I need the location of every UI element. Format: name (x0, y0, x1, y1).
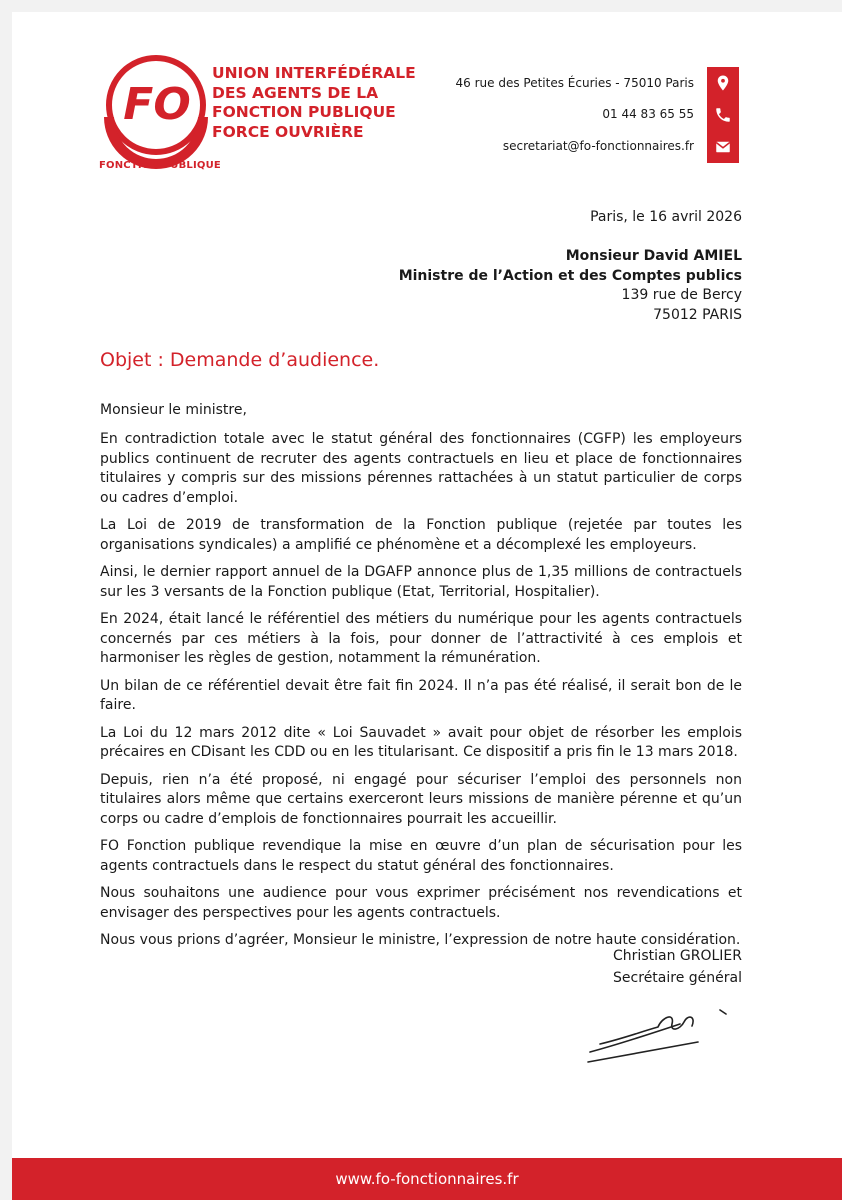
footer-website-link[interactable]: www.fo-fonctionnaires.fr (335, 1170, 519, 1188)
logo-caption: FONCTION PUBLIQUE (99, 160, 221, 171)
org-name-line: FORCE OUVRIÈRE (212, 122, 364, 141)
signature-block (613, 945, 742, 989)
location-pin-icon (707, 67, 739, 99)
handwritten-signature (580, 1002, 740, 1067)
paragraph: La Loi de 2019 de transformation de la Fonction publique (rejetée par toutes les organisations syndicales) a amplifié ce phénomène et a décomplexé les employeurs. (100, 517, 742, 553)
footer-bar (12, 1158, 842, 1200)
paragraph: Nous souhaitons une audience pour vous exprimer précisément nos revendications et envisager des perspectives pour les agents contractuels. (100, 885, 742, 921)
signer-name: Christian GROLIER (613, 948, 742, 964)
organization-name (212, 64, 416, 142)
contact-email[interactable]: secretariat@fo-fonctionnaires.fr (502, 139, 694, 153)
org-name-line: UNION INTERFÉDÉRALE (212, 64, 416, 82)
paragraph: En contradiction totale avec le statut général des fonctionnaires (CGFP) les employeurs publics continuent de recruter des agents contractuels en lieu et place de fonctionnaires titulaires y compris sur des missions pérennes rattachées à un statut particulier de corps ou cadres d’emploi. (100, 431, 742, 506)
org-name-line: DES AGENTS DE LA (212, 83, 379, 102)
letter-body (100, 430, 742, 959)
paragraph: FO Fonction publique revendique la mise en œuvre d’un plan de sécurisation pour les agents contractuels dans le respect du statut général des fonctionnaires. (100, 838, 742, 874)
phone-icon (707, 99, 739, 131)
contact-phone[interactable]: 01 44 83 65 55 (602, 107, 694, 121)
recipient-city: 75012 PARIS (653, 306, 742, 323)
paragraph: Ainsi, le dernier rapport annuel de la DGAFP annonce plus de 1,35 millions de contractuels sur les 3 versants de la Fonction publique (Etat, Territorial, Hospitalier). (100, 564, 742, 600)
letter-page (12, 12, 842, 1200)
paragraph: Nous vous prions d’agréer, Monsieur le ministre, l’expression de notre haute considération. (100, 932, 741, 948)
contact-address: 46 rue des Petites Écuries - 75010 Paris (455, 76, 694, 90)
paragraph: En 2024, était lancé le référentiel des métiers du numérique pour les agents contractuels concernés par ces métiers à la fois, pour donner de l’attractivité à ces emplois et harmoniser les règles de gestion, notamment la rémunération. (100, 611, 742, 666)
paragraph: Depuis, rien n’a été proposé, ni engagé pour sécuriser l’emploi des personnels non titulaires alors même que certains exerceront leurs missions de manière pérenne et qu’un corps ou cadre d’emplois de fonctionnaires pourrait les accueillir. (100, 771, 742, 827)
letter-object: Objet : Demande d’audience. (100, 349, 380, 371)
envelope-icon (707, 131, 739, 163)
signer-title: Secrétaire général (613, 970, 742, 986)
paragraph: La Loi du 12 mars 2012 dite « Loi Sauvadet » avait pour objet de résorber les emplois précaires en CDisant les CDD ou en les titularisant. Ce dispositif a pris fin le 13 mars 2018. (100, 724, 742, 760)
fo-logo (99, 55, 219, 170)
recipient-street: 139 rue de Bercy (621, 287, 742, 303)
recipient-title: Ministre de l’Action et des Comptes publics (398, 267, 742, 284)
recipient-name: Monsieur David AMIEL (565, 248, 742, 264)
letter-date: Paris, le 16 avril 2026 (590, 209, 742, 225)
recipient-address (399, 247, 742, 325)
org-name-line: FONCTION PUBLIQUE (212, 103, 396, 122)
paragraph: Un bilan de ce référentiel devait être fait fin 2024. Il n’a pas été réalisé, il serait bon de le faire. (100, 677, 742, 713)
logo-text: FO (123, 79, 191, 130)
salutation: Monsieur le ministre, (100, 402, 247, 418)
